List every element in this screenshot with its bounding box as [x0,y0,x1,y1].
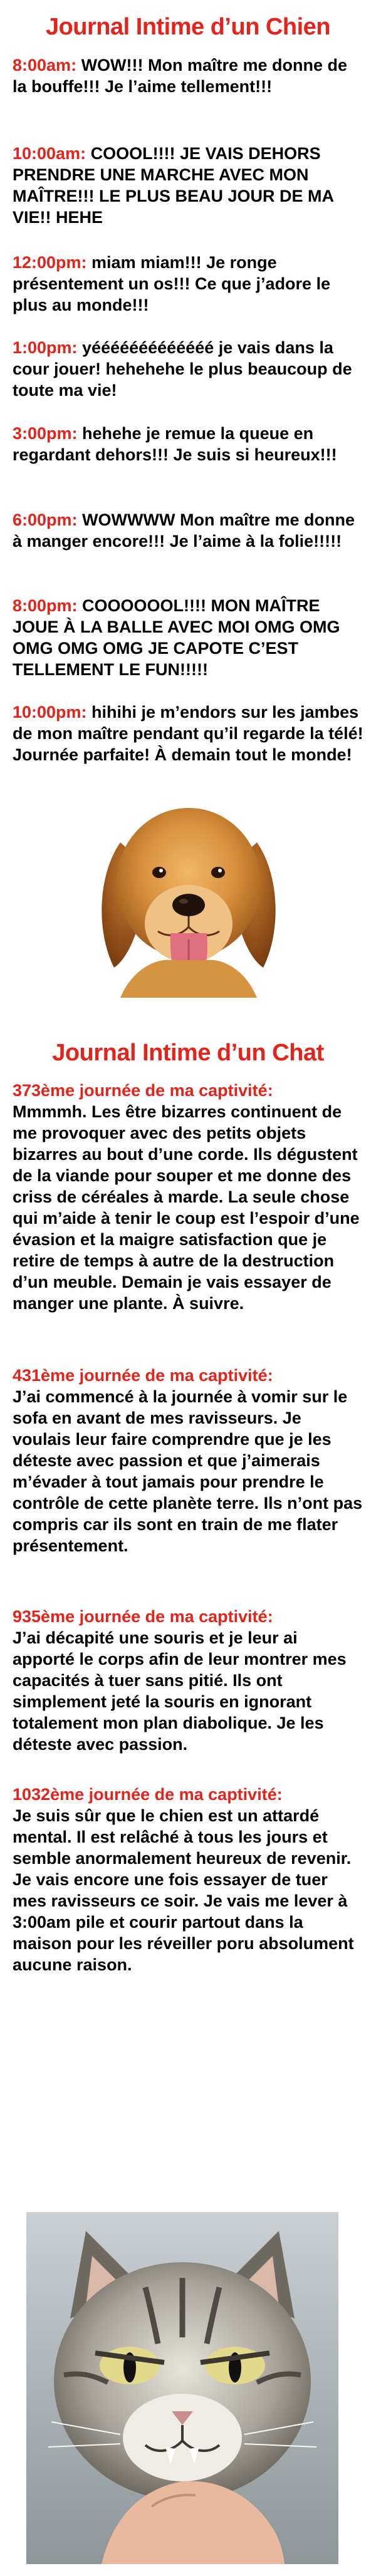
dog-entry-text: COOOOOOL!!!! MON MAÎTRE JOUE À LA BALLE AVEC MOI OMG OMG OMG OMG OMG JE CAPOTE C’EST TELLEMENT LE FUN!!!!! [13,596,340,679]
cat-entry-text: J’ai décapité une souris et je leur ai apporté le corps afin de leur montrer mes capacités à tuer sans pitié. Ils ont simplement jeté la souris en ignorant totalement mon plan diabolique. Je les déteste avec passion. [13,1628,347,1754]
cat-entry-time: 373ème journée de ma captivité: [13,1081,273,1100]
dog-entry-text: WOW!!! Mon maître me donne de la bouffe!!! Je l’aime tellement!!! [13,56,348,96]
cat-diary-title: Journal Intime d’un Chat [52,1040,324,1066]
dog-diary-title: Journal Intime d’un Chien [45,14,331,40]
cat-entry [13,1606,363,1755]
cat-entry [13,1080,363,1314]
dog-entry-text: yééééééééééééé je vais dans la cour jouer! hehehehe le plus beaucoup de toute ma vie! [13,338,352,400]
dog-entry-text: WOWWWW Mon maître me donne à manger encore!!! Je l’aime à la folie!!!!! [13,510,355,551]
dog-entry [13,337,363,401]
dog-entry-time: 10:00am: [13,144,86,163]
cat-photo [26,2212,338,2564]
cat-entry-time: 1032ème journée de ma captivité: [13,1785,283,1804]
dog-entry-time: 6:00pm: [13,510,78,529]
dog-entry-time: 8:00pm: [13,596,78,615]
dog-entry [13,701,363,765]
dog-entry [13,423,363,465]
cat-entry-text: J’ai commencé à la journée à vomir sur le sofa en avant de mes ravisseurs. Je voulais leur faire comprendre que je les déteste avec passion et que j’aimerais m’évader à tout jamais pour prendre le contrôle de cette planète terre. Ils n’ont pas compris car ils sont en train de me flater présentement. [13,1387,363,1555]
dog-entry-text: hehehe je remue la queue en regardant dehors!!! Je suis si heureux!!! [13,424,337,464]
dog-entry-text: COOOL!!!! JE VAIS DEHORS PRENDRE UNE MARCHE AVEC MON MAÎTRE!!! LE PLUS BEAU JOUR DE MA VIE!! HEHE [13,144,333,227]
dog-entry-time: 1:00pm: [13,338,78,357]
dog-entry-text: hihihi je m’endors sur les jambes de mon maître pendant qu’il regarde la télé! Journée parfaite! À demain tout le monde! [13,703,363,764]
cat-entry [13,1784,363,1975]
cat-entry-time: 431ème journée de ma captivité: [13,1366,273,1385]
dog-entry [13,54,363,97]
cat-entry [13,1365,363,1556]
dog-photo [95,799,282,998]
dog-entry-time: 10:00pm: [13,703,87,722]
golden-retriever-image [95,799,282,998]
dog-entry-time: 8:00am: [13,56,77,75]
cat-entry-text: Je suis sûr que le chien est un attardé mental. Il est relâché à tous les jours et semble anormalement heureux de revenir. Je vais encore une fois essayer de tuer mes ravisseurs ce soir. Je vais me lever à 3:00am pile et courir partout dans la maison pour les réveiller poru absolument aucune raison. [13,1806,354,1974]
tabby-cat-image [26,2212,338,2564]
dog-entry-time: 3:00pm: [13,424,78,443]
cat-entry-time: 935ème journée de ma captivité: [13,1607,273,1626]
dog-entry-text: miam miam!!! Je ronge présentement un os!!! Ce que j’adore le plus au monde!!! [13,253,331,314]
dog-entry [13,595,363,680]
dog-entry [13,509,363,552]
dog-entry [13,143,363,228]
dog-entry-time: 12:00pm: [13,253,87,272]
dog-entry [13,252,363,316]
cat-entry-text: Mmmmh. Les être bizarres continuent de me provoquer avec des petits objets bizarres au bout d’une corde. Ils dégustent de la viande pour souper et me donne des criss de céréales à marde. La seule chose qui m’aide à tenir le coup est l’espoir d’une évasion et la maigre satisfaction que je retire de temps à autre de la destruction d’un meuble. Demain je vais essayer de manger une plante. À suivre. [13,1102,360,1313]
